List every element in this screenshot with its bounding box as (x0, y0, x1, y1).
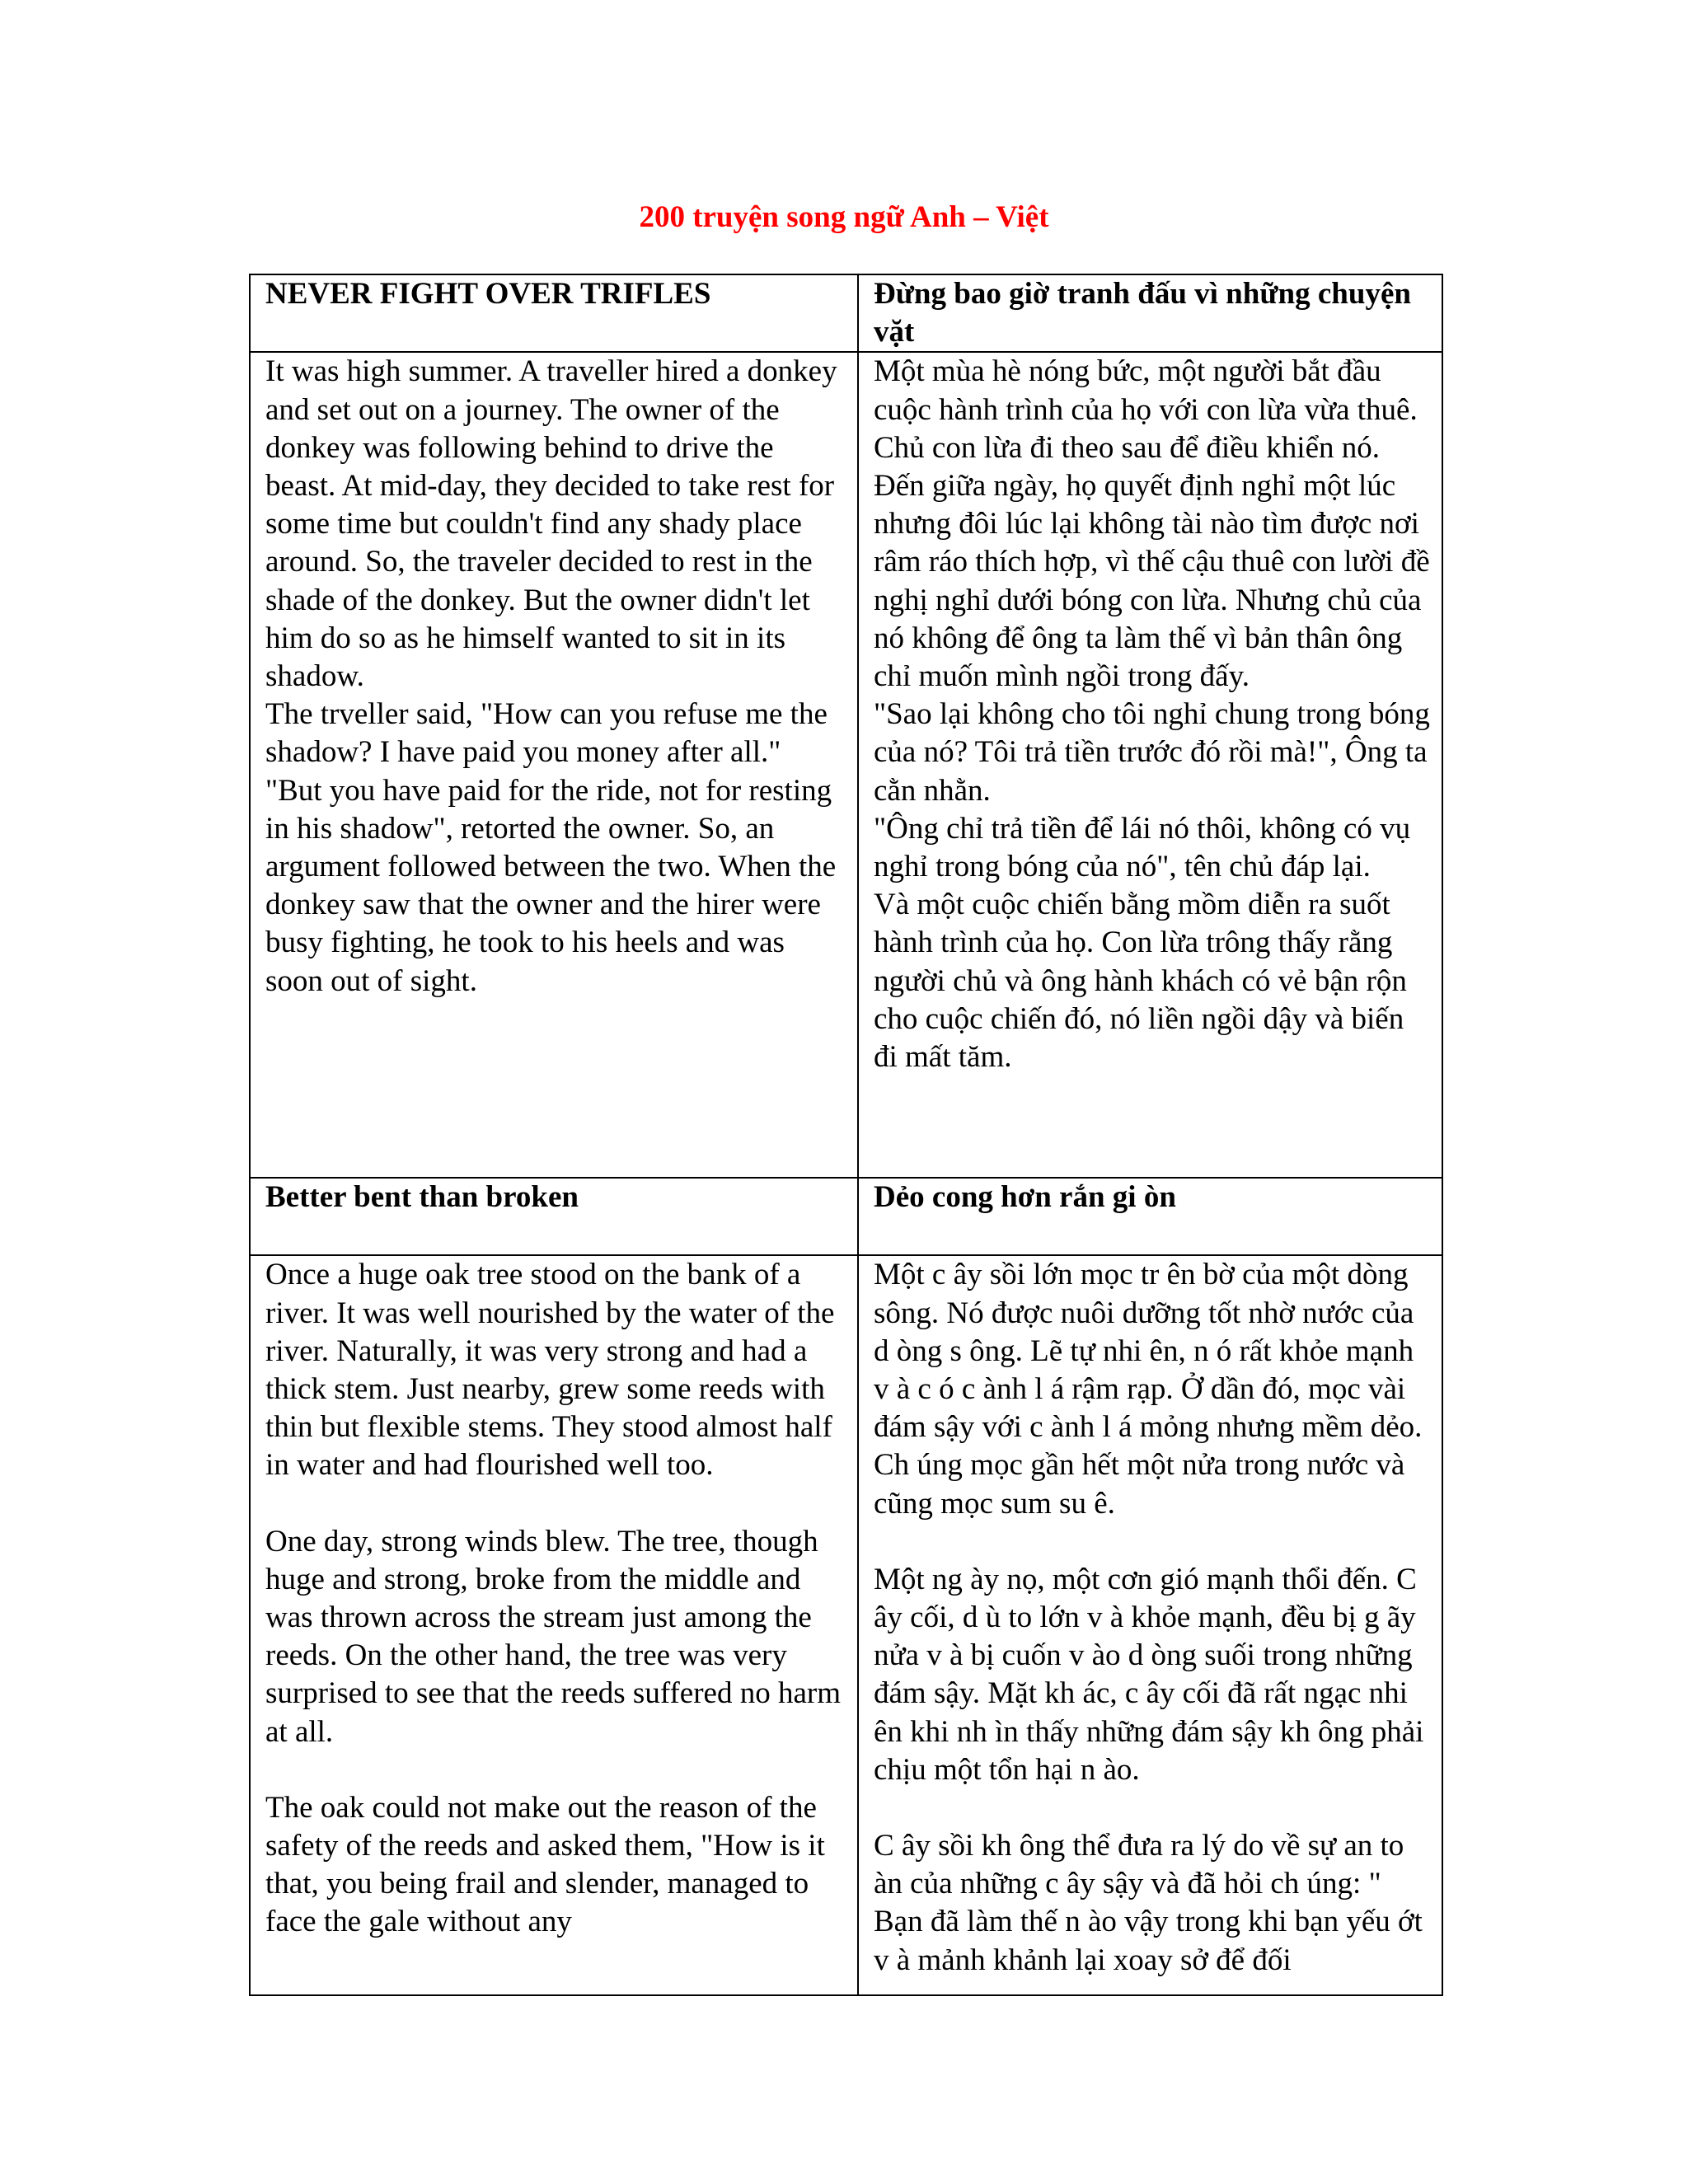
story2-vietnamese-paragraph: Một ng ày nọ, một cơn gió mạnh thổi đến. C ây cối, d ù to lớn v à khỏe mạnh, đều bị g ãy nửa v à bị cuốn v ào d òng suối trong những đám sậy. Mặt kh ác, c ây cối đã rất ngạc nhi ên khi nh ìn thấy những đám sậy kh ông phải chịu một tổn hại n ào. (874, 1562, 1424, 1787)
story2-vietnamese-title: Dẻo cong hơn rắn gi òn (858, 1178, 1442, 1255)
story1-vietnamese-paragraph: Một mùa hè nóng bức, một người bắt đầu cuộc hành trình của họ với con lừa vừa thuê. Chủ con lừa đi theo sau để điều khiển nó. Đến giữa ngày, họ quyết định nghỉ một lúc nhưng đôi lúc lại không tài nào tìm được nơi râm ráo thích hợp, vì thế cậu thuê con lười đề nghị nghỉ dưới bóng con lừa. Nhưng chủ của nó không để ông ta làm thế vì bản thân ông chỉ muốn mình ngồi trong đấy. (874, 354, 1430, 694)
story1-english-paragraph: The trveller said, "How can you refuse me the shadow? I have paid you money after all." (265, 697, 828, 770)
story1-english-text (250, 352, 858, 1178)
story2-english-paragraph: One day, strong winds blew. The tree, though huge and strong, broke from the middle and was thrown across the stream just among the reeds. On the other hand, the tree was very surprised to see that the reeds suffered no harm at all. (265, 1524, 841, 1749)
story1-body-row (250, 352, 1442, 1178)
story1-vietnamese-paragraph: "Sao lại không cho tôi nghỉ chung trong bóng của nó? Tôi trả tiền trước đó rồi mà!", Ông ta cằn nhằn. (874, 697, 1430, 808)
story2-english-paragraph: The oak could not make out the reason of the safety of the reeds and asked them, "How is it that, you being frail and slender, managed to face the gale without any (265, 1790, 825, 1939)
story1-vietnamese-paragraph: "Ông chỉ trả tiền để lái nó thôi, không có vụ nghỉ trong bóng của nó", tên chủ đáp lại. (874, 811, 1411, 884)
story2-title-row (250, 1178, 1442, 1255)
story2-vietnamese-paragraph: C ây sồi kh ông thể đưa ra lý do về sự an to àn của những c ây sậy và đã hỏi ch úng: " Bạn đã làm thế n ào vậy trong khi bạn yếu ớt v à mảnh khảnh lại xoay sở để đối (874, 1829, 1423, 1977)
story1-english-paragraph: "But you have paid for the ride, not for resting in his shadow", retorted the owner. So, an argument followed between the two. When the donkey saw that the owner and the hirer were busy fighting, he took to his heels and was soon out of sight. (265, 773, 837, 998)
story2-body-row (250, 1255, 1442, 1995)
story2-vietnamese-text (858, 1255, 1442, 1995)
story1-title-row (250, 274, 1442, 352)
story2-vietnamese-paragraph: Một c ây sồi lớn mọc tr ên bờ của một dòng sông. Nó được nuôi dưỡng tốt nhờ nước của d òng s ông. Lẽ tự nhi ên, n ó rất khỏe mạnh v à c ó c ành l á rậm rạp. Ở dần đó, mọc vài đám sậy với c ành l á mỏng nhưng mềm dẻo. Ch úng mọc gần hết một nửa trong nước và cũng mọc sum su ê. (874, 1258, 1423, 1521)
story2-english-title: Better bent than broken (250, 1178, 858, 1255)
story1-english-paragraph: It was high summer. A traveller hired a donkey and set out on a journey. The owner of the donkey was following behind to drive the beast. At mid-day, they decided to take rest for some time but couldn't find any shady place around. So, the traveler decided to rest in the shade of the donkey. But the owner didn't let him do so as he himself wanted to sit in its shadow. (265, 354, 837, 694)
story2-english-paragraph: Once a huge oak tree stood on the bank of a river. It was well nourished by the water of the river. Naturally, it was very strong and had a thick stem. Just nearby, grew some reeds with thin but flexible stems. They stood almost half in water and had flourished well too. (265, 1258, 835, 1483)
story2-english-text (250, 1255, 858, 1995)
story1-vietnamese-paragraph: Và một cuộc chiến bằng mồm diễn ra suốt hành trình của họ. Con lừa trông thấy rằng người chủ và ông hành khách có vẻ bận rộn cho cuộc chiến đó, nó liền ngồi dậy và biến đi mất tăm. (874, 888, 1407, 1075)
story1-vietnamese-title: Đừng bao giờ tranh đấu vì những chuyện vặt (858, 274, 1442, 352)
page-title: 200 truyện song ngữ Anh – Việt (639, 200, 1049, 234)
bilingual-story-table (249, 274, 1443, 1996)
story1-vietnamese-text (858, 352, 1442, 1178)
story1-english-title: NEVER FIGHT OVER TRIFLES (250, 274, 858, 352)
